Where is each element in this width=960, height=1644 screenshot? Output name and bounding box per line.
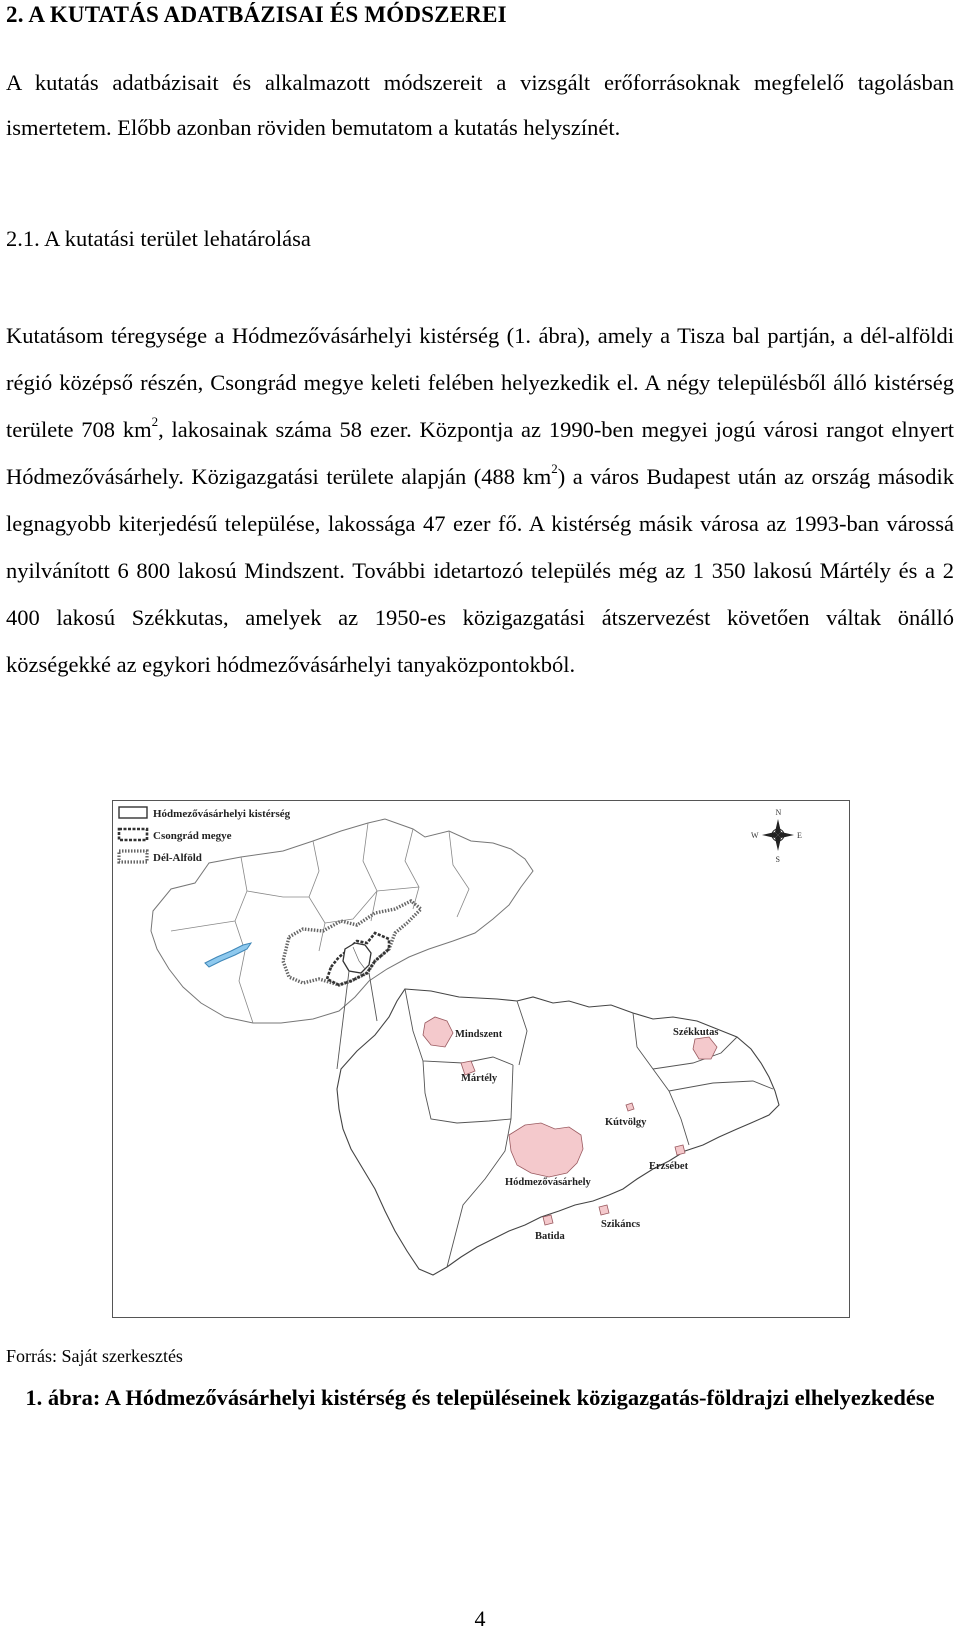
town-label-szekkutas: Székkutas xyxy=(673,1027,719,1038)
settlement-erzsebet xyxy=(675,1145,685,1155)
legend-swatch-regio xyxy=(119,851,147,862)
map-svg xyxy=(113,801,849,1317)
page-number: 4 xyxy=(474,1606,486,1631)
body-paragraph xyxy=(6,312,954,688)
legend-label-kisterseg: Hódmezővásárhelyi kistérség xyxy=(153,808,291,820)
settlement-kutvolgy xyxy=(626,1103,634,1111)
map-figure xyxy=(112,800,850,1318)
legend-label-megye: Csongrád megye xyxy=(153,830,232,842)
compass-w: W xyxy=(751,831,759,840)
section-title: 2.1. A kutatási terület lehatárolása xyxy=(6,226,311,251)
legend-swatch-megye xyxy=(119,829,147,840)
superscript-1: 2 xyxy=(151,413,159,429)
compass-rose-icon xyxy=(751,808,802,864)
town-label-mindszent: Mindszent xyxy=(455,1029,503,1040)
town-label-hodmezovasarhely: Hódmezővásárhely xyxy=(505,1177,591,1188)
intro-paragraph: A kutatás adatbázisait és alkalmazott módszereit a vizsgált erőforrásoknak megfelelő tagolásban ismertetem. Előbb azonban röviden bemutatom a kutatás helyszínét. xyxy=(6,70,954,140)
body-text-3: ) a város Budapest után az ország második legnagyobb kiterjedésű települése, lakossága 47 ezer fő. A kistérség másik városa az 1993-ban várossá nyilvánított 6 800 lakosú Mindszent. További idetartozó település még az 1 350 lakosú Mártély és a 2 400 lakosú Székkutas, amelyek az 1950-es közigazgatási átszervezést követően váltak önálló községekké az egykori hódmezővásárhelyi tanyaközpontokból. xyxy=(6,464,954,677)
compass-s: S xyxy=(775,855,780,864)
body-text-1: Kutatásom téregysége a Hódmezővásárhelyi kistérség (1. ábra), amely a Tisza bal partján, a dél-alföldi régió középső részén, Csongrád megye keleti felében helyezkedik el. A négy településből álló kistérség területe 708 km xyxy=(6,323,954,442)
settlement-szikancs xyxy=(599,1205,609,1215)
settlement-batida xyxy=(543,1215,553,1225)
body-text-2: , lakosainak száma 58 ezer. Központja az 1990-ben megyei jogú városi rangot elnyert Hódmezővásárhely. Közigazgatási területe alapján (488 km xyxy=(6,417,954,489)
town-label-szikancs: Szikáncs xyxy=(601,1219,641,1230)
figure-source: Forrás: Saját szerkesztés xyxy=(6,1346,183,1366)
compass-n: N xyxy=(775,808,782,817)
zoom-connector xyxy=(369,973,377,1021)
chapter-title: 2. A KUTATÁS ADATBÁZISAI ÉS MÓDSZEREI xyxy=(6,2,507,27)
figure-caption: 1. ábra: A Hódmezővásárhelyi kistérség és településeinek közigazgatás-földrajzi elhelyezkedése xyxy=(25,1385,935,1410)
compass-e: E xyxy=(797,831,802,840)
town-label-kutvolgy: Kútvölgy xyxy=(605,1117,647,1128)
legend-label-regio: Dél-Alföld xyxy=(153,852,202,864)
town-label-martely: Mártély xyxy=(461,1073,498,1084)
superscript-2: 2 xyxy=(551,460,558,476)
legend-swatch-kisterseg xyxy=(119,807,147,818)
town-label-batida: Batida xyxy=(535,1231,565,1242)
town-label-erzsebet: Erzsébet xyxy=(649,1161,689,1172)
